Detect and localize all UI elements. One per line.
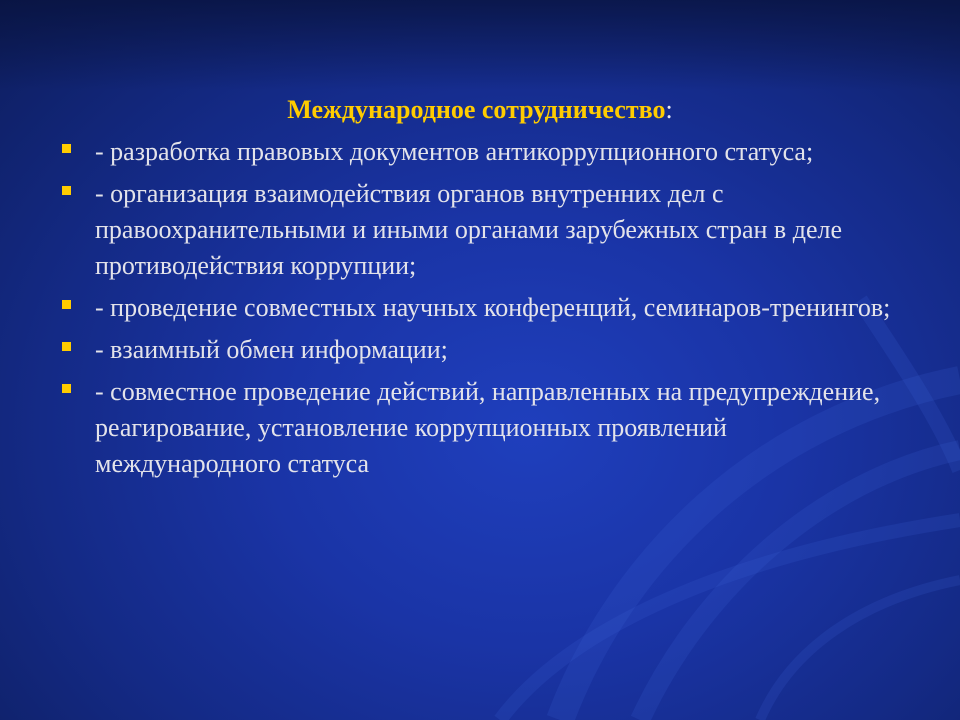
square-bullet-icon — [62, 384, 71, 393]
square-bullet-icon — [62, 144, 71, 153]
slide-heading — [0, 94, 960, 126]
bullet-item — [0, 332, 960, 368]
bullet-item — [0, 176, 960, 284]
square-bullet-icon — [62, 300, 71, 309]
bullet-text: - проведение совместных научных конференций, семинаров-тренингов; — [95, 293, 891, 322]
bullet-list — [0, 134, 960, 488]
bullet-text: - организация взаимодействия органов внутренних дел с правоохранительными и иными органами зарубежных стран в деле противодействия коррупции; — [95, 179, 842, 280]
heading-text: Международное сотрудничество — [287, 95, 666, 124]
square-bullet-icon — [62, 342, 71, 351]
bullet-item — [0, 374, 960, 482]
bullet-text: - взаимный обмен информации; — [95, 335, 448, 364]
bullet-text: - разработка правовых документов антикоррупционного статуса; — [95, 137, 814, 166]
heading-colon: : — [665, 95, 673, 124]
bullet-item — [0, 134, 960, 170]
bullet-text: - совместное проведение действий, направленных на предупреждение, реагирование, установление коррупционных проявлений международного статуса — [95, 377, 881, 478]
bullet-item — [0, 290, 960, 326]
square-bullet-icon — [62, 186, 71, 195]
